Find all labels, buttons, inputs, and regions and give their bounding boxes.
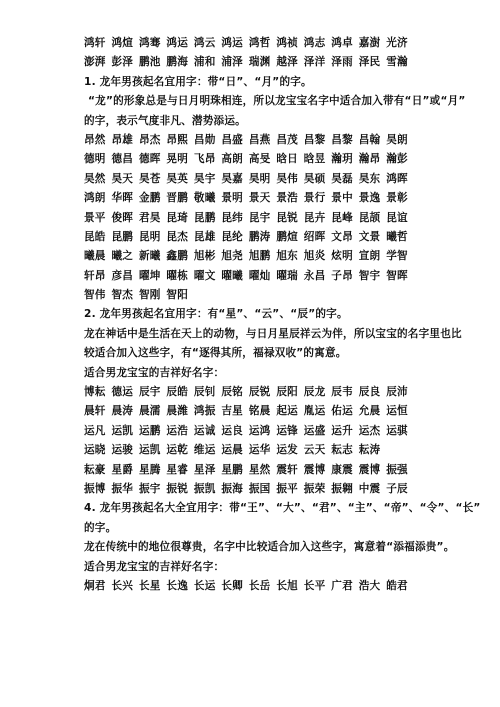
name-list-line: 轩昂 彦昌 曜坤 曜栋 曜文 曜曦 曜灿 曜瑞 永昌 子昂 智宇 智晖 [84,269,408,282]
section-heading: 适合男龙宝宝的吉祥好名字： [84,560,225,573]
section-heading: 的字。 [84,521,117,534]
name-list-line: 振博 振华 振宇 振锐 振凯 振海 振国 振平 振荣 振翱 中震 子辰 [84,482,408,495]
name-list-line: 耘豪 星爵 星腾 星睿 星泽 星鹏 星然 震轩 震博 康震 震博 振强 [84,463,408,476]
name-list-line: 智伟 智杰 智刚 智阳 [84,289,189,302]
name-list-line: 昆皓 昆鹏 昆明 昆杰 昆雄 昆纶 鹏涛 鹏煊 绍晖 文昂 文景 曦哲 [84,230,408,243]
name-list-line: 德明 德昌 德晖 晃明 飞昂 高朗 高旻 晗日 晗昱 瀚玥 瀚昂 瀚彭 [84,153,408,166]
name-list-line: 晨轩 晨涛 晨濡 晨潍 鸿振 吉星 铭晨 起运 胤运 佑运 允晨 运恒 [84,405,408,418]
section-heading: 1. 龙年男孩起名宜用字：带“日”、“月”的字。 [84,75,312,88]
paragraph-line: 较适合加入这些字，有“逐得其所，福禄双收”的寓意。 [84,347,347,360]
name-list-line: 澎湃 彭泽 鹏池 鹏海 浦和 浦泽 瑞渊 越泽 泽洋 泽雨 泽民 雪瀚 [84,56,408,69]
section-heading: 适合男龙宝宝的吉祥好名字： [84,366,225,379]
name-list-line: 昂然 昂雄 昂杰 昂熙 昌勋 昌盛 昌燕 昌茂 昌黎 昌黎 昌翰 昊朗 [84,133,408,146]
paragraph-line: 的字，表示气度非凡、潜势添运。 [84,114,246,127]
paragraph-line: “龙”的形象总是与日月明珠相连，所以龙宝宝名字中适合加入带有“日”或“月” [88,95,466,108]
section-heading: 2. 龙年男孩起名宜用字：有“星”、“云”、“辰”的字。 [84,308,348,321]
document-page [84,34,481,596]
name-list-line: 鸿轩 鸿煊 鸿骞 鸿运 鸿云 鸿运 鸿哲 鸿祯 鸿志 鸿卓 嘉澍 光济 [84,37,408,49]
name-list-line: 运凡 运凯 运鹏 运浩 运诚 运良 运鸿 运锋 运盛 运升 运杰 运骐 [84,424,408,437]
name-list-line: 曦晨 曦之 新曦 鑫鹏 旭彬 旭尧 旭鹏 旭东 旭炎 炫明 宣朗 学智 [84,250,408,263]
name-list-line: 昊然 昊天 昊苍 昊英 昊宇 昊嘉 昊明 昊伟 昊硕 昊磊 昊东 鸿晖 [84,172,408,185]
name-list-line: 炯君 长兴 长星 长逸 长运 长卿 长岳 长旭 长平 广君 浩大 皓君 [84,579,408,592]
name-list-line: 运晓 运骏 运凯 运乾 维运 运晨 运华 运发 云天 耘志 耘涛 [84,444,381,457]
section-heading: 4. 龙年男孩起名大全宜用字：带“王”、“大”、“君”、“主”、“帝”、“令”、“长” [84,502,481,515]
paragraph-line: 龙在神话中是生活在天上的动物，与日月星辰祥云为伴，所以宝宝的名字里也比 [84,327,462,340]
name-list-line: 景平 俊晖 君昊 昆琦 昆鹏 昆纬 昆宇 昆锐 昆卉 昆峰 昆颉 昆谊 [84,211,408,224]
paragraph-line: 龙在传统中的地位很尊贵，名字中比较适合加入这些字，寓意着“添福添贵”。 [84,541,455,554]
name-list-line: 博耘 德运 辰宇 辰皓 辰钊 辰铭 辰锐 辰阳 辰龙 辰韦 辰良 辰沛 [84,386,408,399]
name-list-line: 鸿朗 华晖 金鹏 晋鹏 敬曦 景明 景天 景浩 景行 景中 景逸 景彰 [84,192,408,205]
